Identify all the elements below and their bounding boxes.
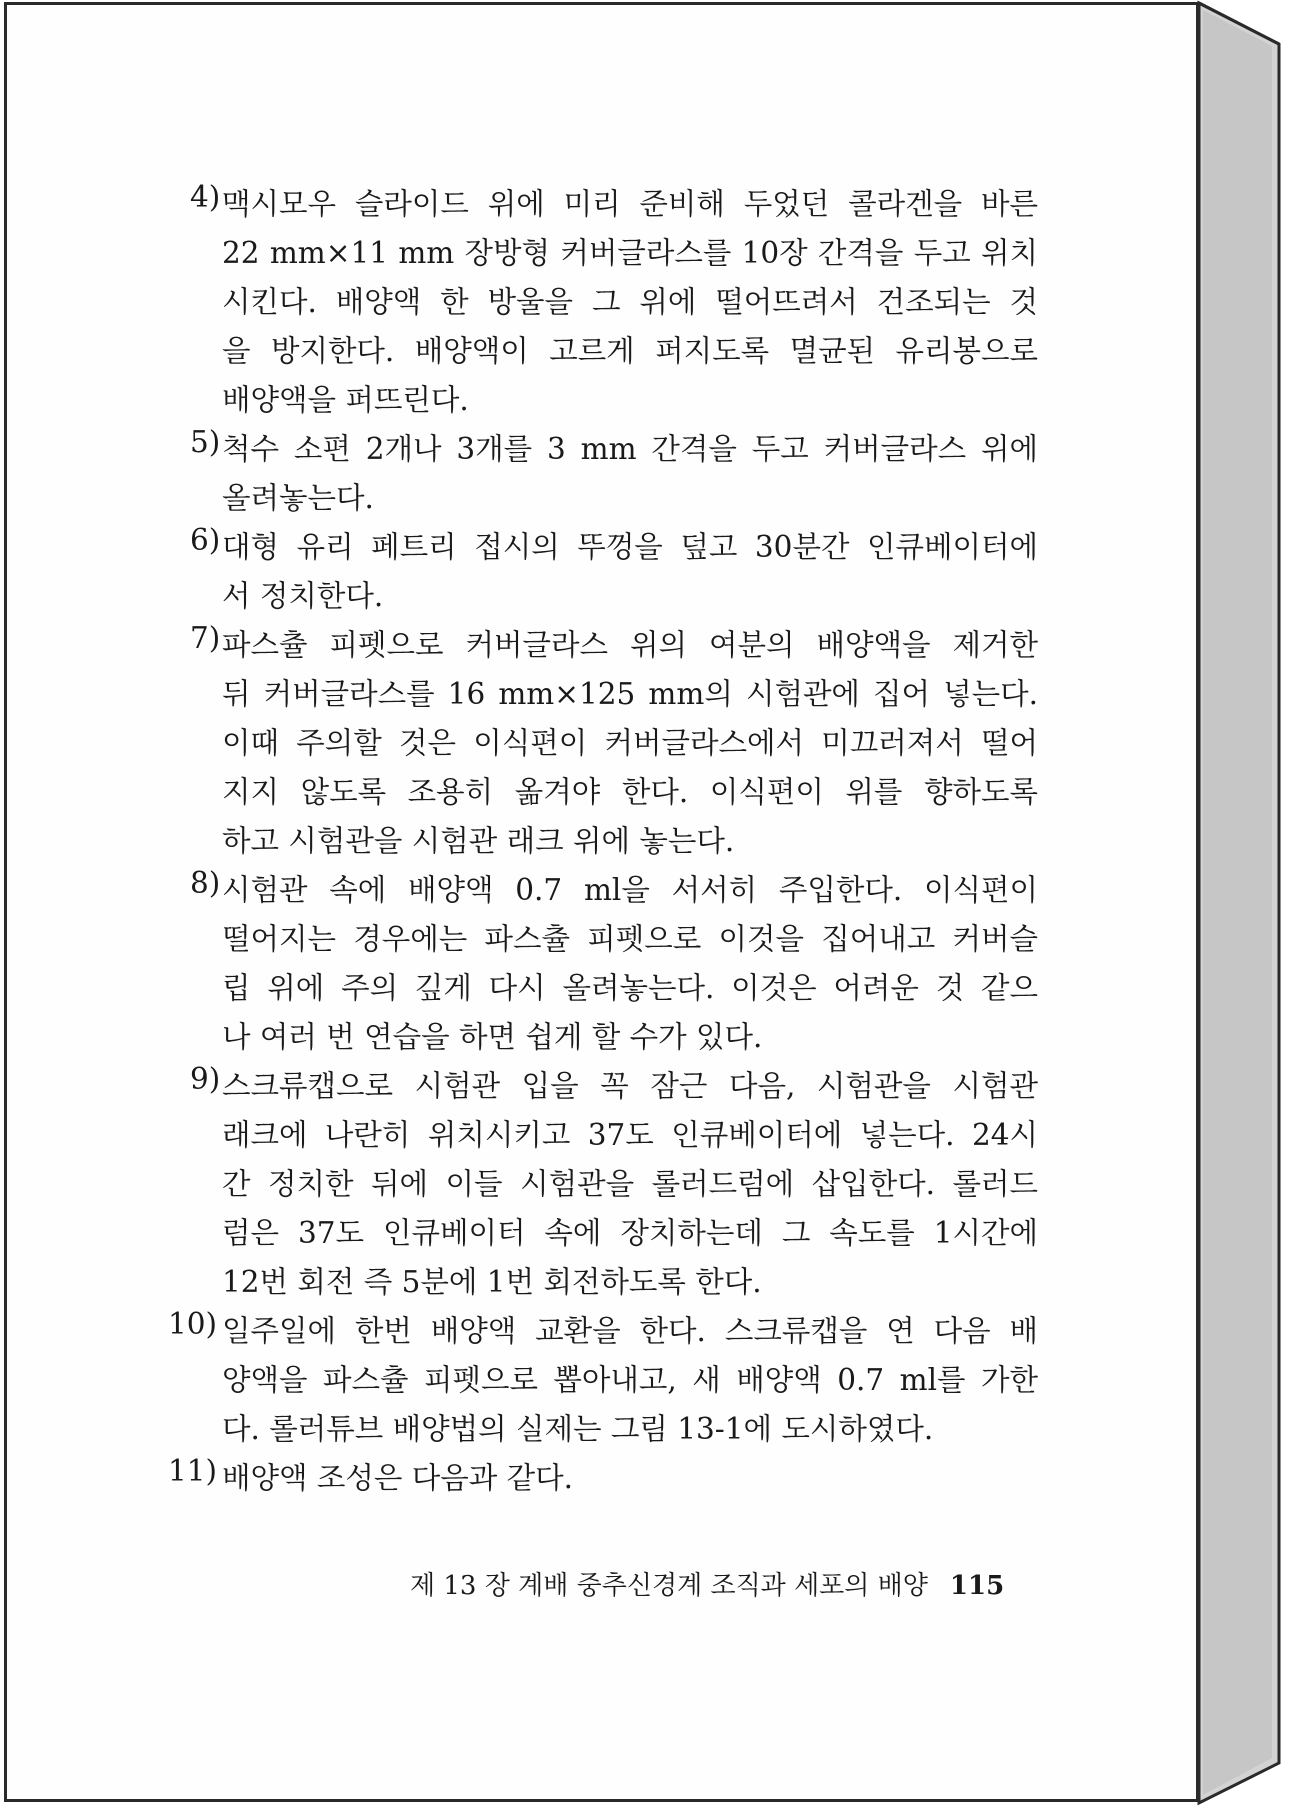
text-line: 간 정치한 뒤에 이들 시험관을 롤러드럼에 삽입한다. 롤러드 <box>222 1167 1038 1201</box>
text-line: 척수 소편 2개나 3개를 3 mm 간격을 두고 커버글라스 위에 <box>222 432 1038 466</box>
text-line: 배양액을 퍼뜨린다. <box>222 383 469 417</box>
text-line: 22 mm×11 mm 장방형 커버글라스를 10장 간격을 두고 위치 <box>222 236 1038 270</box>
item-number: 10) <box>168 1307 218 1341</box>
text-line: 럼은 37도 인큐베이터 속에 장치하는데 그 속도를 1시간에 <box>222 1216 1038 1250</box>
list-item-9 <box>168 1062 1038 1307</box>
body-text <box>168 180 1038 1503</box>
list-item-10 <box>168 1307 1038 1454</box>
text-line: 이때 주의할 것은 이식편이 커버글라스에서 미끄러져서 떨어 <box>222 726 1038 760</box>
list-item-6 <box>168 523 1038 621</box>
page-number: 115 <box>949 1571 1005 1601</box>
item-number: 5) <box>190 425 221 459</box>
text-line: 양액을 파스츌 피펫으로 뽑아내고, 새 배양액 0.7 ml를 가한 <box>222 1363 1038 1397</box>
text-line: 다. 롤러튜브 배양법의 실제는 그림 13-1에 도시하였다. <box>222 1412 934 1446</box>
text-line: 시험관 속에 배양액 0.7 ml을 서서히 주입한다. 이식편이 <box>222 873 1038 907</box>
text-line: 올려놓는다. <box>222 481 374 515</box>
running-chapter-title: 제 13 장 계배 중추신경계 조직과 세포의 배양 <box>410 1571 928 1601</box>
text-line: 맥시모우 슬라이드 위에 미리 준비해 두었던 콜라겐을 바른 <box>222 187 1038 221</box>
item-number: 11) <box>168 1454 218 1488</box>
item-number: 4) <box>190 180 221 214</box>
list-item-11 <box>168 1454 1038 1503</box>
text-line: 파스츌 피펫으로 커버글라스 위의 여분의 배양액을 제거한 <box>222 628 1038 662</box>
text-line: 배양액 조성은 다음과 같다. <box>222 1461 573 1495</box>
text-line: 립 위에 주의 깊게 다시 올려놓는다. 이것은 어려운 것 같으 <box>222 971 1038 1005</box>
list-item-4 <box>168 180 1038 425</box>
item-number: 9) <box>190 1062 221 1096</box>
text-line: 래크에 나란히 위치시키고 37도 인큐베이터에 넣는다. 24시 <box>222 1118 1038 1152</box>
text-line: 시킨다. 배양액 한 방울을 그 위에 떨어뜨려서 건조되는 것 <box>222 285 1038 319</box>
list-item-7 <box>168 621 1038 866</box>
list-item-5 <box>168 425 1038 523</box>
text-line: 지지 않도록 조용히 옮겨야 한다. 이식편이 위를 향하도록 <box>222 775 1038 809</box>
text-line: 떨어지는 경우에는 파스츌 피펫으로 이것을 집어내고 커버슬 <box>222 922 1038 956</box>
text-line: 스크류캡으로 시험관 입을 꼭 잠근 다음, 시험관을 시험관 <box>222 1069 1038 1103</box>
text-line: 나 여러 번 연습을 하면 쉽게 할 수가 있다. <box>222 1020 763 1054</box>
item-number: 7) <box>190 621 221 655</box>
text-line: 을 방지한다. 배양액이 고르게 퍼지도록 멸균된 유리봉으로 <box>222 334 1038 368</box>
text-line: 서 정치한다. <box>222 579 384 613</box>
text-line: 일주일에 한번 배양액 교환을 한다. 스크류캡을 연 다음 배 <box>222 1314 1038 1348</box>
item-number: 6) <box>190 523 221 557</box>
text-line: 대형 유리 페트리 접시의 뚜껑을 덮고 30분간 인큐베이터에 <box>222 530 1038 564</box>
text-line: 12번 회전 즉 5분에 1번 회전하도록 한다. <box>222 1265 762 1299</box>
text-line: 뒤 커버글라스를 16 mm×125 mm의 시험관에 집어 넣는다. <box>222 677 1038 711</box>
page-footer <box>410 1565 1005 1602</box>
text-line: 하고 시험관을 시험관 래크 위에 놓는다. <box>222 824 735 858</box>
item-number: 8) <box>190 866 221 900</box>
list-item-8 <box>168 866 1038 1062</box>
